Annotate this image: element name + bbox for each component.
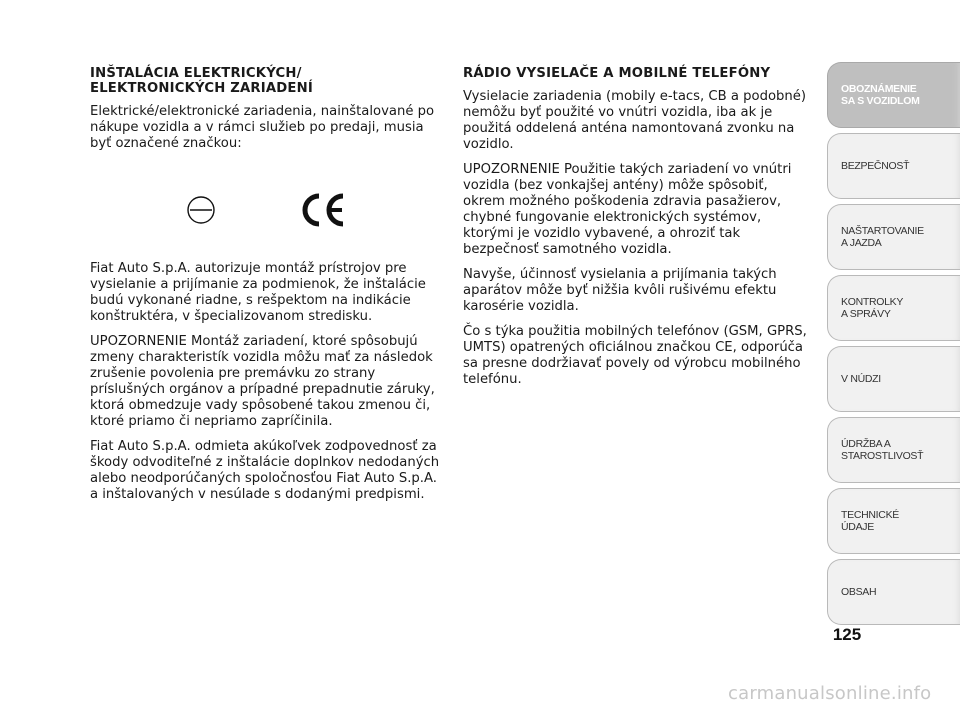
- section-heading-radio: RÁDIO VYSIELAČE A MOBILNÉ TELEFÓNY: [463, 66, 771, 81]
- approval-marks: [90, 161, 440, 261]
- tab-label: TECHNICKÉ ÚDAJE: [841, 509, 899, 533]
- left-column: [90, 66, 440, 512]
- tab-udrzba[interactable]: [827, 417, 960, 483]
- tab-label: OBSAH: [841, 586, 877, 598]
- tab-bezpecnost[interactable]: [827, 133, 960, 199]
- ce-mark-icon: [299, 193, 349, 227]
- tab-kontrolky[interactable]: [827, 275, 960, 341]
- page-number: 125: [832, 625, 862, 644]
- paragraph-warning: UPOZORNENIE Montáž zariadení, ktoré spôsobujú zmeny charakteristík vozidla môžu mať za následok zrušenie povolenia pre premávku zo strany príslušných orgánov a prípadné prepadnutie záruky, ktorá obmedzuje vady spôsobené takou zmenou či, ktoré priamo či nepriamo zapríčinila.: [90, 334, 435, 429]
- tab-v-nudzi[interactable]: [827, 346, 960, 412]
- chapter-tabs: [827, 62, 960, 630]
- tab-obsah[interactable]: [827, 559, 960, 625]
- tab-label: V NÚDZI: [841, 373, 881, 385]
- paragraph: Elektrické/elektronické zariadenia, nainštalované po nákupe vozidla a v rámci služieb po predaji, musia byť označené značkou:: [90, 104, 435, 151]
- tab-technicke-udaje[interactable]: [827, 488, 960, 554]
- tab-label: NAŠTARTOVANIE A JAZDA: [841, 225, 924, 249]
- tab-label: KONTROLKY A SPRÁVY: [841, 296, 904, 320]
- paragraph: Vysielacie zariadenia (mobily e-tacs, CB a podobné) nemôžu byť použité vo vnútri vozidla, iba ak je použitá oddelená anténa namontovaná zvonku na vozidlo.: [463, 89, 807, 152]
- tab-label: ÚDRŽBA A STAROSTLIVOSŤ: [841, 438, 924, 462]
- paragraph: Navyše, účinnosť vysielania a prijímania takých aparátov môže byť nižšia kvôli rušivému efektu karosérie vozidla.: [463, 267, 777, 314]
- tab-oboznamenie[interactable]: [827, 62, 960, 128]
- section-heading-installation: INŠTALÁCIA ELEKTRICKÝCH/ ELEKTRONICKÝCH ZARIADENÍ: [90, 66, 313, 96]
- e-mark-icon: [186, 195, 216, 225]
- paragraph: Čo s týka použitia mobilných telefónov (GSM, GPRS, UMTS) opatrených oficiálnou značkou CE, odporúča sa presne dodržiavať povely od výrobcu mobilného telefónu.: [463, 324, 807, 387]
- paragraph-warning: UPOZORNENIE Použitie takých zariadení vo vnútri vozidla (bez vonkajšej antény) môže spôsobiť, okrem možného poškodenia zdravia pasažierov, chybné fungovanie elektronických systémov, ktorými je vozidlo vybavené, a ohroziť tak bezpečnosť samotného vozidla.: [463, 162, 792, 257]
- watermark: carmanualsonline.info: [728, 683, 932, 704]
- tab-nastartovanie[interactable]: [827, 204, 960, 270]
- tab-label: OBOZNÁMENIE SA S VOZIDLOM: [841, 83, 920, 107]
- paragraph: Fiat Auto S.p.A. odmieta akúkoľvek zodpovednosť za škody odvoditeľné z inštalácie doplnkov nedodaných alebo neodporúčaných spoločnosťou Fiat Auto S.p.A. a inštalovaných v nesúlade s dodanými predpismi.: [90, 439, 440, 502]
- paragraph: Fiat Auto S.p.A. autorizuje montáž prístrojov pre vysielanie a prijímanie za podmienok, že inštalácie budú vykonané riadne, s rešpektom na indikácie konštruktéra, v špecializovanom stredisku.: [90, 261, 426, 324]
- tab-label: BEZPEČNOSŤ: [841, 160, 910, 172]
- right-column: [463, 66, 808, 397]
